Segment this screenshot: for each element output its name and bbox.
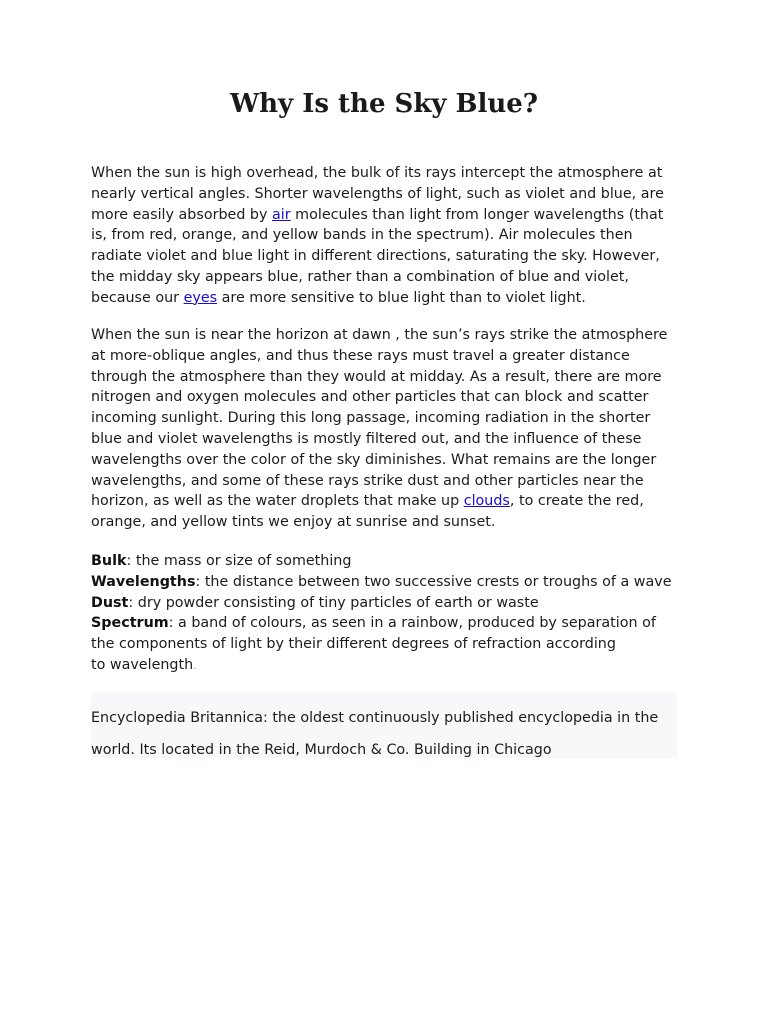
definition-spectrum-line-2: the components of light by their different degrees of refraction according xyxy=(91,636,616,653)
paragraph-sunrise-text-1: When the sun is near the horizon at dawn , the sun’s rays strike the atmosphere at more-oblique angles, and thus these rays must travel a greater distance through the atmosphere than they would at midday. As a result, there are more nitrogen and oxygen molecules and other particles that can block and scatter incoming sunlight. During this long passage, incoming radiation in the shorter blue and violet wavelengths is mostly filtered out, and the influence of these wavelengths over the color of the sky diminishes. What remains are the longer wavelengths, and some of these rays strike dust and other particles near the horizon, as well as the water droplets that make up xyxy=(91,327,668,510)
definition-term: Spectrum xyxy=(91,615,169,632)
definition-term: Bulk xyxy=(91,553,127,569)
definition-text: : the mass or size of something xyxy=(126,553,352,569)
definition-text: : the distance between two successive crests or troughs of a wave xyxy=(195,573,672,590)
paragraph-midday-text-1: When the sun is high overhead, the bulk of its rays intercept the atmosphere at nearly vertical angles. Shorter wavelengths of light, such as violet and blue, are more easily absorbed by xyxy=(91,165,664,223)
paragraph-sunrise-text-2: , to create the red, orange, and yellow tints we enjoy at sunrise and sunset. xyxy=(91,493,644,531)
definition-wavelengths xyxy=(91,572,677,593)
definition-bulk xyxy=(91,551,677,572)
definition-text: : dry powder consisting of tiny particles of earth or waste xyxy=(128,594,539,611)
definition-term: Wavelengths xyxy=(91,573,196,590)
definition-dust xyxy=(91,593,677,614)
definition-spectrum-line-3 xyxy=(91,655,677,678)
definition-spectrum-end: . xyxy=(193,660,197,672)
paragraph-midday-text-2: molecules than light from longer wavelengths (that is, from red, orange, and yellow bands in the spectrum). Air molecules then radiate violet and blue light in different directions, saturating the sky. However, the midday sky appears blue, rather than a combination of blue and violet, because our xyxy=(91,206,664,306)
definition-spectrum xyxy=(91,613,677,634)
link-clouds[interactable]: clouds xyxy=(463,493,510,510)
paragraph-sunrise xyxy=(91,325,677,533)
note-line-2: world. Its located in the Reid, Murdoch & Co. Building in Chicago xyxy=(91,742,552,758)
paragraph-midday-text-3: are more sensitive to blue light than to violet light. xyxy=(217,289,586,306)
definition-text: : a band of colours, as seen in a rainbow, produced by separation of xyxy=(168,615,656,632)
britannica-note xyxy=(91,692,677,758)
note-line-1: Encyclopedia Britannica: the oldest continuously published encyclopedia in the xyxy=(91,710,659,726)
definition-spectrum-text-3: to wavelength xyxy=(91,656,194,673)
link-air[interactable]: air xyxy=(272,206,291,223)
page-title: Why Is the Sky Blue? xyxy=(229,89,539,119)
link-eyes[interactable]: eyes xyxy=(183,289,218,306)
definition-term: Dust xyxy=(91,594,129,611)
definitions-list xyxy=(91,551,677,678)
paragraph-midday xyxy=(91,163,677,309)
